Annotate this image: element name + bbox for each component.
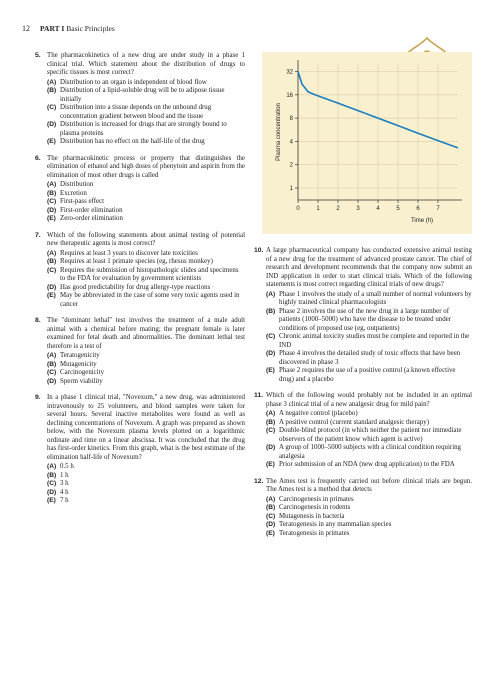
answer-option	[47, 138, 245, 147]
option-text: A negative control (placebo)	[279, 410, 358, 417]
question-number: 11.	[254, 392, 264, 399]
option-text: 0.5 h	[60, 463, 74, 470]
question-number: 9.	[35, 394, 41, 401]
x-tick-label: 7	[436, 206, 440, 212]
answer-options	[47, 463, 245, 506]
plasma-concentration-chart	[262, 52, 472, 234]
option-text: Teratogenesis in any mammalian species	[279, 521, 392, 528]
answer-option	[266, 513, 472, 522]
option-letter: (D)	[47, 488, 57, 496]
option-letter: (C)	[266, 333, 276, 340]
answer-option	[266, 444, 472, 461]
x-tick-label: 3	[356, 206, 360, 212]
option-text: Requires at least 1 primate species (eg, rhesus monkey)	[60, 258, 213, 265]
question-7	[35, 232, 245, 310]
option-text: Distribution has no effect on the half-life of the drug	[60, 138, 205, 145]
option-letter: (D)	[266, 521, 276, 528]
answer-option	[47, 472, 245, 481]
option-text: Distribution	[60, 181, 94, 188]
option-text: Requires at least 3 years to discover late toxicities	[60, 249, 198, 257]
option-letter: (B)	[266, 418, 276, 426]
option-letter: (B)	[266, 504, 276, 511]
option-text: Double-blind protocol (in which neither the patient nor immediate observers of the patient know which agent is active)	[279, 427, 462, 443]
question-5	[35, 52, 245, 147]
answer-option	[47, 292, 245, 309]
answer-option	[47, 284, 245, 293]
option-letter: (A)	[266, 495, 276, 503]
option-text: Distribution into a tissue depends on the unbound drug concentration gradient between blood and the tissue	[60, 104, 212, 120]
answer-option	[266, 496, 472, 505]
question-stem: The Ames test is frequently carried out before clinical trials are begun. The Ames test is a method that detects	[266, 477, 472, 493]
option-letter: (E)	[47, 138, 56, 145]
option-letter: (D)	[47, 283, 57, 291]
answer-option	[47, 497, 245, 506]
option-text: Zero-order elimination	[60, 215, 123, 222]
answer-option	[266, 367, 472, 384]
option-text: Mutagenicity	[60, 360, 97, 368]
option-letter: (B)	[47, 87, 57, 94]
answer-option	[47, 258, 245, 267]
page-header	[22, 24, 115, 33]
option-letter: (C)	[47, 104, 57, 111]
option-text: Phase 1 involves the study of a small number of normal volunteers by highly trained clinical pharmacologists	[279, 290, 472, 306]
question-number: 6.	[35, 154, 41, 162]
option-letter: (A)	[47, 352, 57, 359]
answer-option	[47, 207, 245, 216]
option-text: A positive control (current standard analgesic therapy)	[279, 418, 430, 426]
question-stem: A large pharmaceutical company has conducted extensive animal testing of a new drug for the treatment of advanced prostate cancer. The chief of research and development recommends that the company now submit an IND application in order to start clinical trials. Which of the following statements is most correct regarding clinical trials of new drugs?	[266, 247, 472, 288]
option-letter: (D)	[47, 377, 57, 385]
option-text: Carcinogenicity	[60, 369, 105, 376]
option-text: Distribution is increased for drugs that are strongly bound to plasma proteins	[60, 121, 227, 137]
right-column	[254, 247, 472, 546]
question-11	[254, 392, 472, 470]
option-letter: (A)	[47, 249, 57, 257]
answer-options	[266, 496, 472, 539]
part-label: PART I	[40, 24, 65, 33]
answer-option	[47, 181, 245, 190]
option-letter: (B)	[266, 307, 276, 315]
option-letter: (E)	[266, 367, 275, 374]
question-9	[35, 394, 245, 506]
answer-option	[47, 352, 245, 361]
answer-option	[47, 480, 245, 489]
option-letter: (A)	[266, 410, 276, 417]
answer-option	[47, 121, 245, 138]
option-letter: (E)	[47, 292, 56, 299]
option-letter: (C)	[266, 512, 276, 520]
question-stem: The pharmacokinetic process or property that distinguishes the elimination of ethanol and high doses of phenytoin and aspirin from the elimination of most other drugs is called	[47, 154, 245, 179]
option-text: 1 h	[60, 471, 69, 479]
option-letter: (C)	[47, 369, 57, 376]
answer-option	[47, 250, 245, 259]
option-letter: (E)	[266, 461, 275, 468]
answer-option	[266, 521, 472, 530]
y-tick-label: 4	[289, 139, 293, 146]
option-text: Chronic animal toxicity studies must be complete and reported in the IND	[279, 333, 470, 349]
option-letter: (B)	[47, 258, 57, 265]
option-text: Has good predictability for drug allergy-type reactions	[60, 283, 211, 291]
option-text: Teratogenesis in primates	[279, 529, 350, 537]
question-stem: Which of the following statements about animal testing of potential new therapeutic agents is most correct?	[47, 231, 245, 247]
answer-option	[47, 489, 245, 498]
question-number: 7.	[35, 231, 41, 239]
answer-option	[266, 333, 472, 350]
option-text: Phase 4 involves the detailed study of toxic effects that have been discovered in phase 3	[279, 350, 461, 366]
page-number: 12	[22, 24, 30, 33]
answer-option	[47, 104, 245, 121]
y-axis-label: Plasma concentration	[276, 103, 282, 161]
option-text: 3 h	[60, 480, 69, 487]
option-letter: (C)	[47, 198, 57, 205]
option-text: Carcinogenesis in rodents	[279, 504, 351, 511]
x-tick-label: 4	[376, 206, 380, 212]
answer-options	[47, 181, 245, 224]
answer-option	[266, 530, 472, 539]
option-letter: (E)	[47, 497, 56, 504]
answer-options	[47, 352, 245, 386]
x-axis-label: Time (h)	[410, 218, 434, 224]
option-letter: (A)	[47, 463, 57, 470]
option-letter: (D)	[266, 350, 276, 357]
left-column	[35, 52, 245, 514]
option-text: Distribution to an organ is independent of blood flow	[60, 78, 207, 86]
option-text: First-pass effect	[60, 198, 105, 205]
question-stem: Which of the following would probably not be included in an optimal phase 3 clinical trial of a new analgesic drug for mild pain?	[266, 392, 472, 408]
question-number: 12.	[254, 477, 264, 485]
option-letter: (A)	[47, 78, 57, 86]
question-number: 5.	[35, 52, 41, 59]
answer-option	[266, 350, 472, 367]
answer-options	[266, 410, 472, 470]
answer-option	[47, 361, 245, 370]
y-tick-label: 8	[289, 116, 293, 123]
option-letter: (B)	[47, 189, 57, 197]
answer-option	[47, 378, 245, 387]
chart-svg	[262, 52, 472, 234]
question-12	[254, 478, 472, 539]
answer-option	[47, 463, 245, 472]
option-letter: (D)	[47, 206, 57, 214]
question-stem: The pharmacokinetics of a new drug are under study in a phase 1 clinical trial. Which statement about the distribution of drugs to specific tissues is most correct?	[47, 52, 245, 76]
option-letter: (E)	[266, 529, 275, 537]
option-letter: (C)	[47, 480, 57, 487]
option-text: First-order elimination	[60, 206, 123, 214]
option-text: Prior submission of an NDA (new drug application) to the FDA	[279, 461, 455, 468]
option-text: Teratogenicity	[60, 352, 100, 359]
option-letter: (A)	[266, 290, 276, 298]
option-text: Phase 2 requires the use of a positive control (a known effective drug) and a placebo	[279, 367, 456, 383]
question-6	[35, 155, 245, 224]
option-letter: (B)	[47, 360, 57, 368]
answer-options	[266, 291, 472, 385]
answer-options	[47, 250, 245, 310]
answer-option	[266, 410, 472, 419]
y-tick-label: 2	[289, 162, 293, 169]
option-text: Sperm viability	[60, 377, 103, 385]
y-tick-label: 32	[286, 69, 293, 76]
answer-option	[47, 190, 245, 199]
option-letter: (E)	[47, 215, 56, 222]
option-letter: (C)	[266, 427, 276, 434]
option-text: Phase 2 involves the use of the new drug in a large number of patients (1000–5000) who have the disease to be treated under conditions of proposed use (eg, outpatients)	[279, 307, 452, 332]
option-text: A group of 1000–5000 subjects with a clinical condition requiring analgesia	[279, 444, 461, 460]
question-10	[254, 247, 472, 384]
question-8	[35, 317, 245, 386]
option-text: Mutagenesis in bacteria	[279, 512, 345, 520]
option-text: Distribution of a lipid-soluble drug will be to adipose tissue initially	[60, 87, 225, 103]
answer-option	[47, 369, 245, 378]
x-tick-label: 6	[416, 206, 420, 212]
answer-option	[266, 504, 472, 513]
option-letter: (D)	[266, 444, 276, 451]
answer-option	[266, 427, 472, 444]
option-text: Carcinogenesis in primates	[279, 495, 354, 503]
option-text: Requires the submission of histopathologic slides and specimens to the FDA for evaluation by government scientists	[60, 266, 239, 282]
answer-option	[266, 419, 472, 428]
answer-option	[266, 291, 472, 308]
question-number: 10.	[254, 247, 264, 254]
option-text: 7 h	[60, 497, 69, 504]
option-text: May be abbreviated in the case of some very toxic agents used in cancer	[60, 292, 240, 308]
running-head	[40, 24, 115, 33]
section-label: Basic Principles	[66, 24, 115, 33]
option-text: 4 h	[60, 488, 69, 496]
question-stem: The "dominant lethal" test involves the treatment of a male adult animal with a chemical before mating; the pregnant female is later examined for fetal death and abnormalities. The dominant lethal test therefore is a test of	[47, 317, 245, 350]
answer-options	[47, 79, 245, 147]
answer-option	[47, 267, 245, 284]
option-letter: (A)	[47, 181, 57, 188]
question-stem: In a phase 1 clinical trial, "Novexum," a new drug, was administered intravenously to 25 volunteers, and blood samples were taken for several hours. Several inactive metabolites were found as well as declining concentrations of Novexum. A graph was prepared as shown below, with the Novexum plasma levels plotted on a logarithmic ordinate and time on a linear abscissa. It was concluded that the drug has first-order kinetics. From this graph, what is the best estimate of the elimination half-life of Novexum?	[47, 394, 245, 461]
answer-option	[47, 79, 245, 88]
answer-option	[47, 198, 245, 207]
answer-option	[47, 87, 245, 104]
answer-option	[266, 308, 472, 334]
x-tick-label: 2	[336, 206, 340, 212]
option-letter: (C)	[47, 266, 57, 274]
y-tick-label: 16	[286, 92, 293, 99]
answer-option	[47, 215, 245, 224]
option-text: Excretion	[60, 189, 87, 197]
x-tick-label: 0	[296, 206, 300, 212]
option-letter: (B)	[47, 471, 57, 479]
y-tick-label: 1	[289, 186, 293, 193]
x-tick-label: 5	[396, 206, 400, 212]
answer-option	[266, 461, 472, 470]
x-tick-label: 1	[316, 206, 320, 212]
option-letter: (D)	[47, 121, 57, 128]
question-number: 8.	[35, 317, 41, 324]
